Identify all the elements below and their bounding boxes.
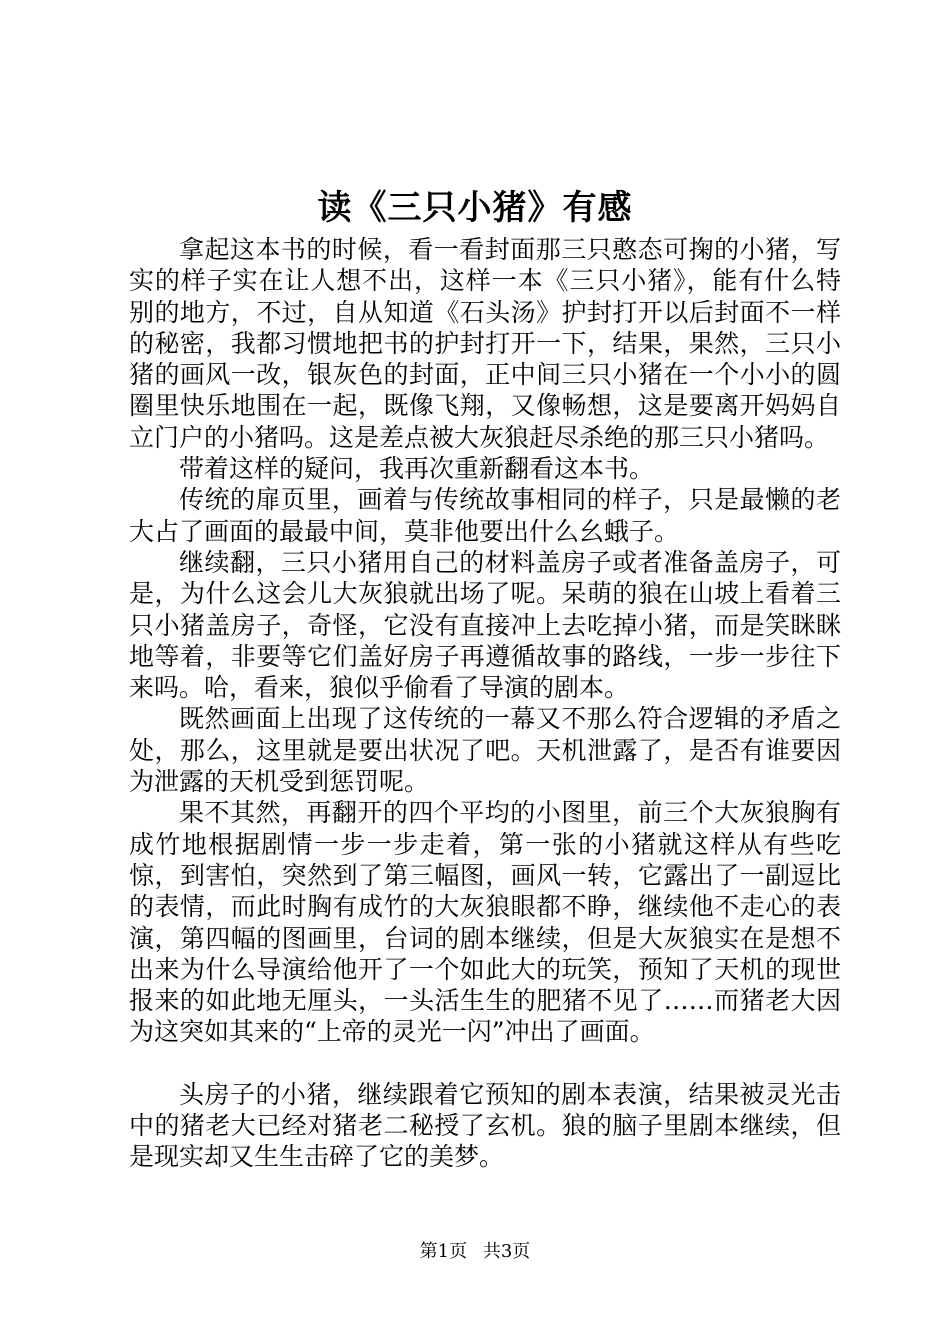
paragraph-5: 既然画面上出现了这传统的一幕又不那么符合逻辑的矛盾之处，那么，这里就是要出状况了吧。天机泄露了，是否有谁要因为泄露的天机受到惩罚呢。 bbox=[129, 704, 841, 797]
page-number: 第1页 bbox=[419, 1241, 468, 1262]
paragraph-2: 带着这样的疑问，我再次重新翻看这本书。 bbox=[179, 454, 655, 484]
page-footer bbox=[0, 1240, 950, 1264]
paragraph-4: 继续翻，三只小猪用自己的材料盖房子或者准备盖房子，可是，为什么这会儿大灰狼就出场了呢。呆萌的狼在山坡上看着三只小猪盖房子，奇怪，它没有直接冲上去吃掉小猪，而是笑眯眯地等着，非要等它们盖好房子再遵循故事的路线，一步一步往下来吗。哈，看来，狼似乎偷看了导演的剧本。 bbox=[129, 547, 841, 703]
page-total: 共3页 bbox=[482, 1241, 531, 1262]
paragraph-6: 果不其然，再翻开的四个平均的小图里，前三个大灰狼胸有成竹地根据剧情一步一步走着，第一张的小猪就这样从有些吃惊，到害怕，突然到了第三幅图，画风一转，它露出了一副逗比的表情，而此时胸有成竹的大灰狼眼都不睁，继续他不走心的表演，第四幅的图画里，台词的剧本继续，但是大灰狼实在是想不出来为什么导演给他开了一个如此大的玩笑，预知了天机的现世报来的如此地无厘头，一头活生生的肥猪不见了……而猪老大因为这突如其来的“上帝的灵光一闪”冲出了画面。 bbox=[129, 798, 841, 1047]
paragraph-1: 拿起这本书的时候，看一看封面那三只憨态可掬的小猪，写实的样子实在让人想不出，这样一本《三只小猪》，能有什么特别的地方，不过，自从知道《石头汤》护封打开以后封面不一样的秘密，我都习惯地把书的护封打开一下，结果，果然，三只小猪的画风一改，银灰色的封面，正中间三只小猪在一个小小的圆圈里快乐地围在一起，既像飞翔，又像畅想，这是要离开妈妈自立门户的小猪吗。这是差点被大灰狼赶尽杀绝的那三只小猪吗。 bbox=[129, 235, 841, 452]
page-title: 读《三只小猪》有感 bbox=[317, 188, 633, 228]
paragraph-3: 传统的扉页里，画着与传统故事相同的样子，只是最懒的老大占了画面的最最中间，莫非他要出什么幺蛾子。 bbox=[129, 485, 841, 546]
paragraph-7: 头房子的小猪，继续跟着它预知的剧本表演，结果被灵光击中的猪老大已经对猪老二秘授了玄机。狼的脑子里剧本继续，但是现实却又生生击碎了它的美梦。 bbox=[129, 1079, 841, 1172]
article-body bbox=[129, 234, 841, 1173]
